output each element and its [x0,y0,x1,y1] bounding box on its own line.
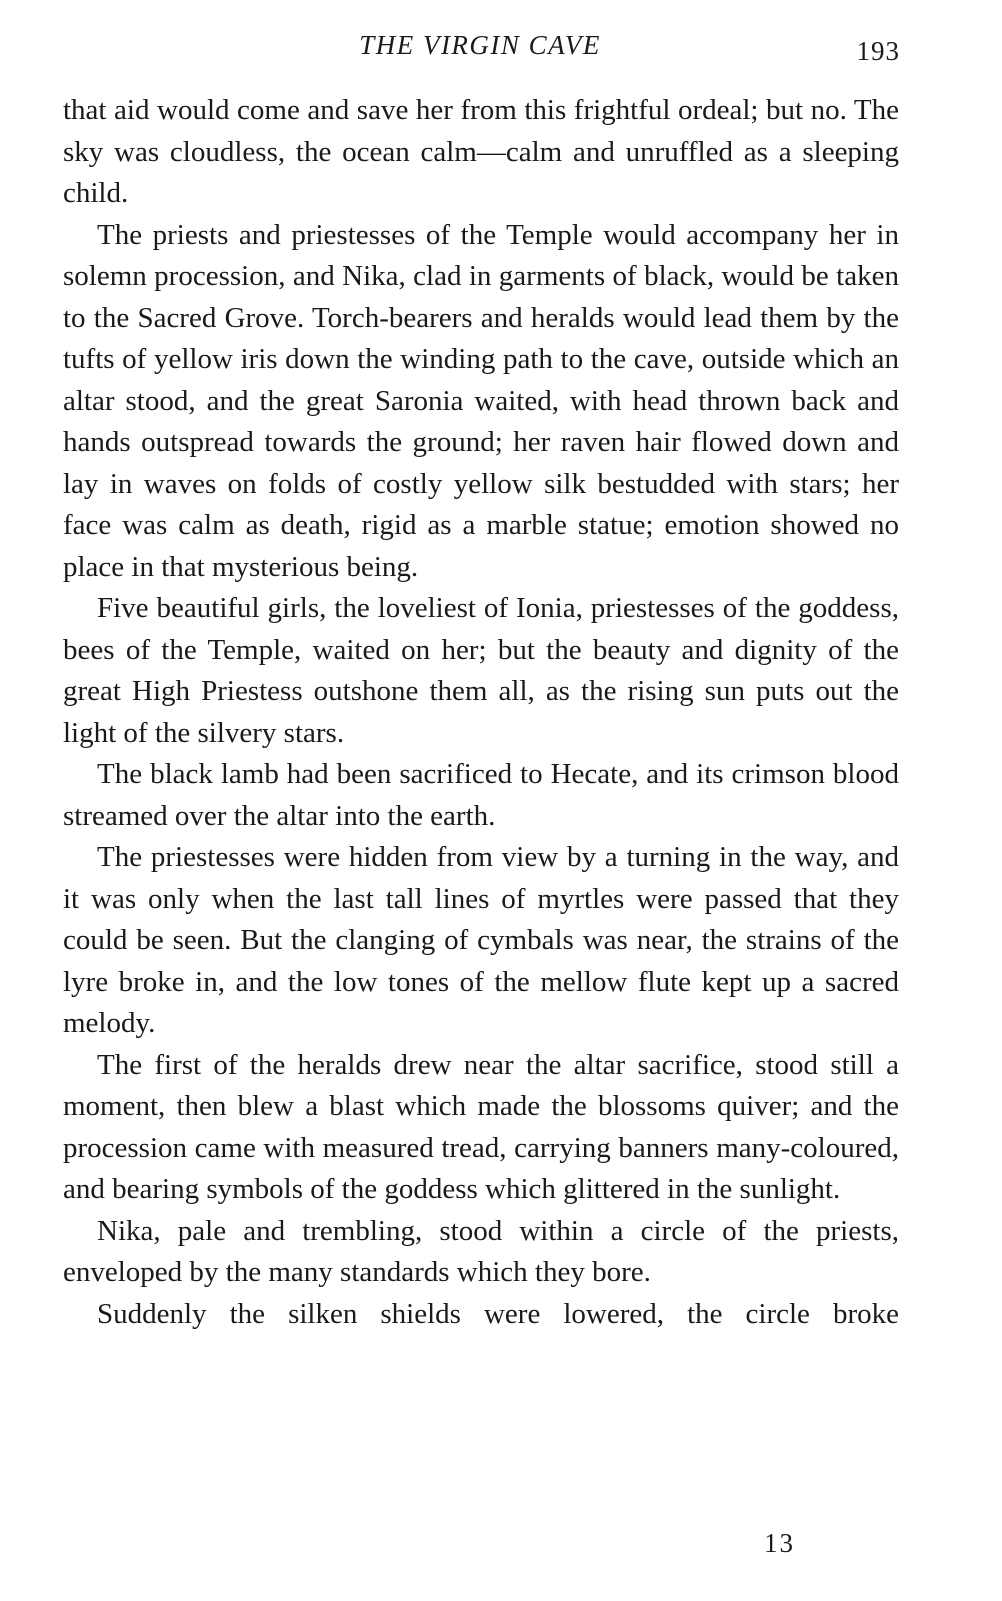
running-title: THE VIRGIN CAVE [359,30,601,60]
paragraph-priestesses-hidden: The priestesses were hidden from view by a turning in the way, and it was only when the last tall lines of myrtles were passed that they could be seen. But the clanging of cymbals was near, the strains of the lyre broke in, and the low tones of the mellow flute kept up a sacred melody. [63,841,899,1039]
paragraph-nika-trembling: Nika, pale and trembling, stood within a circle of the priests, enveloped by the many standards which they bore. [63,1214,899,1288]
signature-mark: 13 [764,1528,795,1558]
paragraph-continuation: that aid would come and save her from this frightful ordeal; but no. The sky was cloudless, the ocean calm—calm and unruffled as a sleeping child. [63,94,899,209]
page-number: 193 [856,36,900,66]
paragraph-five-girls: Five beautiful girls, the loveliest of Ionia, priestesses of the goddess, bees of the Temple, waited on her; but the beauty and dignity of the great High Priestess outshone them all, as the rising sun puts out the light of the silvery stars. [63,592,899,749]
paragraph-first-herald: The first of the heralds drew near the altar sacrifice, stood still a moment, then blew a blast which made the blossoms quiver; and the procession came with measured tread, carrying banners many-coloured, and bearing symbols of the goddess which glittered in the sunlight. [63,1048,899,1205]
paragraph-black-lamb: The black lamb had been sacrificed to Hecate, and its crimson blood streamed over the altar into the earth. [63,758,899,832]
running-head [0,30,1002,70]
paragraph-procession: The priests and priestesses of the Temple would accompany her in solemn procession, and Nika, clad in garments of black, would be taken to the Sacred Grove. Torch-bearers and heralds would lead them by the tufts of yellow iris down the winding path to the cave, outside which an altar stood, and the great Saronia waited, with head thrown back and hands outspread towards the ground; her raven hair flowed down and lay in waves on folds of costly yellow silk bestudded with stars; her face was calm as death, rigid as a marble statue; emotion showed no place in that mysterious being. [63,218,899,583]
body-text [63,90,899,1335]
paragraph-suddenly: Suddenly the silken shields were lowered, the circle broke [97,1297,899,1330]
